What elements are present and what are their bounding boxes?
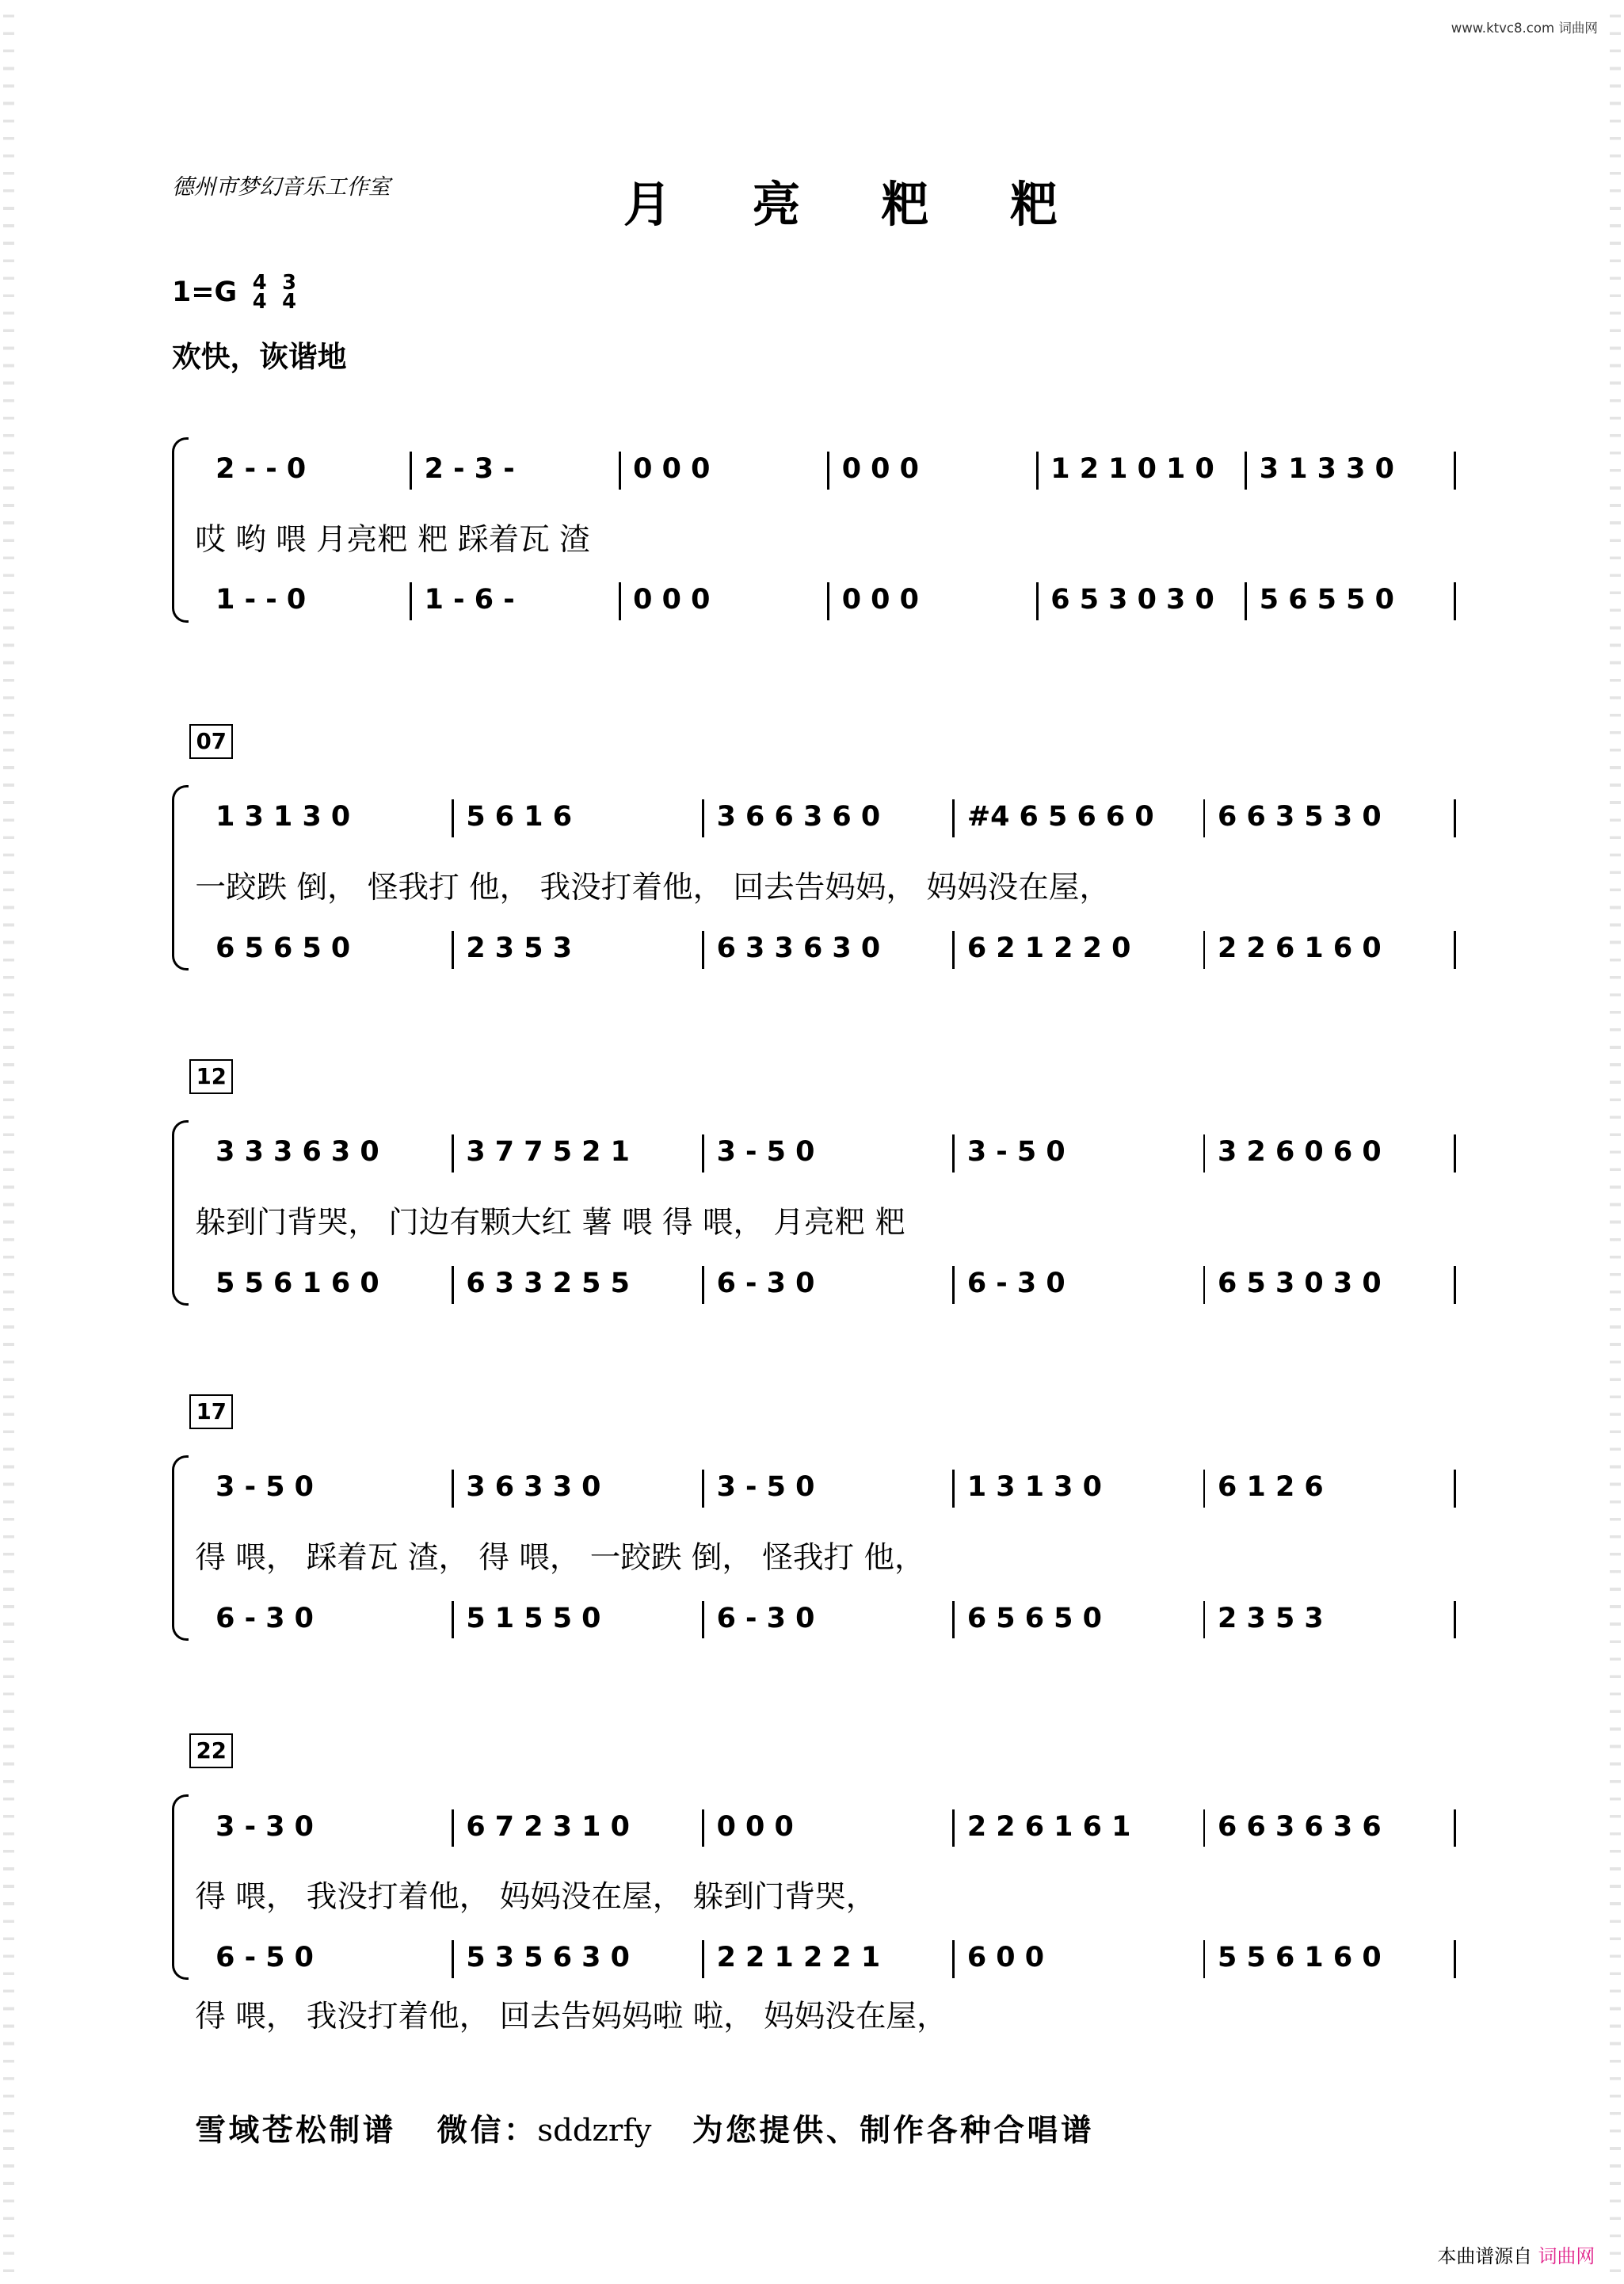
lower-voice — [207, 1266, 1459, 1301]
barline — [952, 799, 955, 837]
upper-voice — [207, 1134, 1459, 1169]
barline — [452, 1809, 454, 1847]
system-bracket — [172, 1455, 189, 1641]
measure: 1 - - 0 — [215, 584, 307, 616]
measure: 0 0 0 — [633, 453, 711, 486]
barline — [1036, 452, 1039, 490]
barline — [702, 1601, 704, 1639]
measure: 6 - 3 0 — [966, 1267, 1066, 1299]
measure: 3 7 7 5 2 1 — [466, 1136, 630, 1169]
barline — [702, 931, 704, 969]
measure: 6 5 6 5 0 — [966, 1602, 1102, 1634]
barline — [410, 582, 412, 620]
measure: 2 2 6 1 6 1 — [966, 1810, 1131, 1843]
time-signature-2: 3 4 — [282, 270, 297, 314]
barline — [702, 1940, 704, 1978]
barline — [452, 1940, 454, 1978]
system-bracket — [172, 1120, 189, 1306]
upper-voice — [207, 452, 1459, 486]
measure: 6 5 3 0 3 0 — [1050, 584, 1214, 616]
system-bracket — [172, 785, 189, 970]
tempo-marking: 欢快，诙谐地 — [171, 340, 347, 375]
barline — [952, 1470, 955, 1508]
measure: 2 2 6 1 6 0 — [1218, 932, 1382, 964]
right-margin-watermark — [1610, 0, 1622, 2284]
measure: 5 5 6 1 6 0 — [215, 1267, 379, 1299]
measure: 2 3 5 3 — [1218, 1602, 1324, 1634]
measure: 6 6 3 5 3 0 — [1218, 801, 1382, 833]
lower-voice — [207, 1940, 1459, 1975]
barline — [702, 799, 704, 837]
measure: 0 0 0 — [841, 584, 919, 616]
measure: 3 - 5 0 — [716, 1136, 815, 1169]
barline — [452, 931, 454, 969]
barline — [1454, 452, 1456, 490]
measure-number: 12 — [189, 1059, 233, 1094]
measure: 1 3 1 3 0 — [215, 801, 351, 833]
score-system — [172, 727, 1459, 983]
measure: #4 6 5 6 6 0 — [966, 801, 1154, 833]
barline — [619, 582, 621, 620]
barline — [952, 1809, 955, 1847]
source-note: 本曲谱源自 词曲网 — [1437, 2244, 1595, 2267]
measure: 2 3 5 3 — [466, 932, 573, 964]
measure: 3 - 3 0 — [215, 1810, 314, 1843]
measure-number: 17 — [189, 1394, 233, 1429]
lyric-line: 一跤跌 倒， 怪我打 他， 我没打着他， 回去告妈妈， 妈妈没在屋， — [195, 870, 1111, 906]
measure: 6 2 1 2 2 0 — [966, 932, 1131, 964]
upper-voice — [207, 1809, 1459, 1844]
measure: 2 - 3 - — [424, 453, 515, 486]
page-title: 月 亮 粑 粑 — [623, 177, 1091, 233]
barline — [1203, 1470, 1206, 1508]
score-system — [172, 1062, 1459, 1318]
barline — [827, 452, 829, 490]
measure: 0 0 0 — [633, 584, 711, 616]
measure: 2 - - 0 — [215, 453, 307, 486]
header-site: www.ktvc8.com 词曲网 — [1451, 21, 1598, 36]
measure: 3 - 5 0 — [716, 1471, 815, 1504]
measure: 3 6 6 3 6 0 — [716, 801, 881, 833]
barline — [702, 1134, 704, 1173]
score-system — [172, 1737, 1459, 2035]
barline — [1203, 1940, 1206, 1978]
measure: 5 5 6 1 6 0 — [1218, 1942, 1382, 1974]
measure: 5 3 5 6 3 0 — [466, 1942, 630, 1974]
barline — [952, 1266, 955, 1304]
barline — [827, 582, 829, 620]
lyric-line: 得 喂， 踩着瓦 渣， 得 喂， 一跤跌 倒， 怪我打 他， — [195, 1540, 925, 1577]
barline — [1454, 1809, 1456, 1847]
measure: 5 6 5 5 0 — [1259, 584, 1394, 616]
measure: 1 - 6 - — [424, 584, 515, 616]
score-system — [172, 1397, 1459, 1653]
lyric-line: 躲到门背哭， 门边有颗大红 薯 喂 得 喂， 月亮粑 粑 — [195, 1205, 906, 1241]
barline — [452, 1134, 454, 1173]
footer-credit: 雪域苍松制谱 微信：sddzrfy 为您提供、制作各种合唱谱 — [195, 2112, 1095, 2149]
barline — [952, 1940, 955, 1978]
barline — [410, 452, 412, 490]
measure: 6 5 3 0 3 0 — [1218, 1267, 1382, 1299]
measure: 2 2 1 2 2 1 — [716, 1942, 881, 1974]
measure: 6 1 2 6 — [1218, 1471, 1324, 1504]
barline — [1036, 582, 1039, 620]
measure: 6 - 3 0 — [215, 1602, 314, 1634]
key-signature: 1=G 4 4 3 4 — [171, 270, 297, 314]
measure: 5 1 5 5 0 — [466, 1602, 601, 1634]
upper-voice — [207, 1470, 1459, 1504]
measure: 1 3 1 3 0 — [966, 1471, 1102, 1504]
lyric-line: 得 喂， 我没打着他， 妈妈没在屋， 躲到门背哭， — [195, 1879, 877, 1916]
barline — [619, 452, 621, 490]
time-signature-1: 4 4 — [252, 270, 267, 314]
measure: 6 3 3 2 5 5 — [466, 1267, 630, 1299]
barline — [1454, 799, 1456, 837]
barline — [702, 1809, 704, 1847]
measure-number: 07 — [189, 724, 233, 759]
barline — [702, 1470, 704, 1508]
barline — [1454, 1134, 1456, 1173]
barline — [1245, 582, 1247, 620]
lyric-line: 得 喂， 我没打着他， 回去告妈妈啦 啦， 妈妈没在屋， — [195, 1999, 947, 2035]
barline — [702, 1266, 704, 1304]
measure: 6 6 3 6 3 6 — [1218, 1810, 1382, 1843]
measure: 5 6 1 6 — [466, 801, 573, 833]
barline — [1203, 1266, 1206, 1304]
measure: 6 5 6 5 0 — [215, 932, 351, 964]
system-bracket — [172, 437, 189, 623]
measure: 0 0 0 — [841, 453, 919, 486]
lower-voice — [207, 1601, 1459, 1636]
measure: 3 6 3 3 0 — [466, 1471, 601, 1504]
barline — [1454, 582, 1456, 620]
left-margin-watermark — [3, 0, 15, 2284]
barline — [452, 1266, 454, 1304]
measure: 3 2 6 0 6 0 — [1218, 1136, 1382, 1169]
barline — [1454, 1470, 1456, 1508]
system-bracket — [172, 1794, 189, 1980]
barline — [1454, 1601, 1456, 1639]
lower-voice — [207, 931, 1459, 966]
barline — [1454, 1266, 1456, 1304]
barline — [1203, 1601, 1206, 1639]
barline — [452, 799, 454, 837]
measure: 1 2 1 0 1 0 — [1050, 453, 1214, 486]
barline — [1203, 931, 1206, 969]
measure: 6 - 5 0 — [215, 1942, 314, 1974]
barline — [1245, 452, 1247, 490]
lower-voice — [207, 582, 1459, 617]
barline — [452, 1470, 454, 1508]
barline — [1454, 1940, 1456, 1978]
barline — [1203, 1809, 1206, 1847]
lyric-line: 哎 哟 喂 月亮粑 粑 踩着瓦 渣 — [195, 521, 590, 558]
barline — [1203, 1134, 1206, 1173]
barline — [952, 931, 955, 969]
barline — [952, 1601, 955, 1639]
measure: 6 0 0 — [966, 1942, 1045, 1974]
measure: 6 7 2 3 1 0 — [466, 1810, 630, 1843]
barline — [1203, 799, 1206, 837]
measure: 0 0 0 — [716, 1810, 794, 1843]
upper-voice — [207, 799, 1459, 834]
measure: 6 - 3 0 — [716, 1602, 815, 1634]
measure: 3 - 5 0 — [966, 1136, 1066, 1169]
studio-name: 德州市梦幻音乐工作室 — [171, 173, 391, 200]
measure: 6 - 3 0 — [716, 1267, 815, 1299]
measure: 3 - 5 0 — [215, 1471, 314, 1504]
measure: 3 3 3 6 3 0 — [215, 1136, 379, 1169]
score-system — [172, 431, 1459, 635]
measure-number: 22 — [189, 1733, 233, 1768]
barline — [952, 1134, 955, 1173]
measure: 6 3 3 6 3 0 — [716, 932, 881, 964]
measure: 3 1 3 3 0 — [1259, 453, 1394, 486]
barline — [452, 1601, 454, 1639]
barline — [1454, 931, 1456, 969]
